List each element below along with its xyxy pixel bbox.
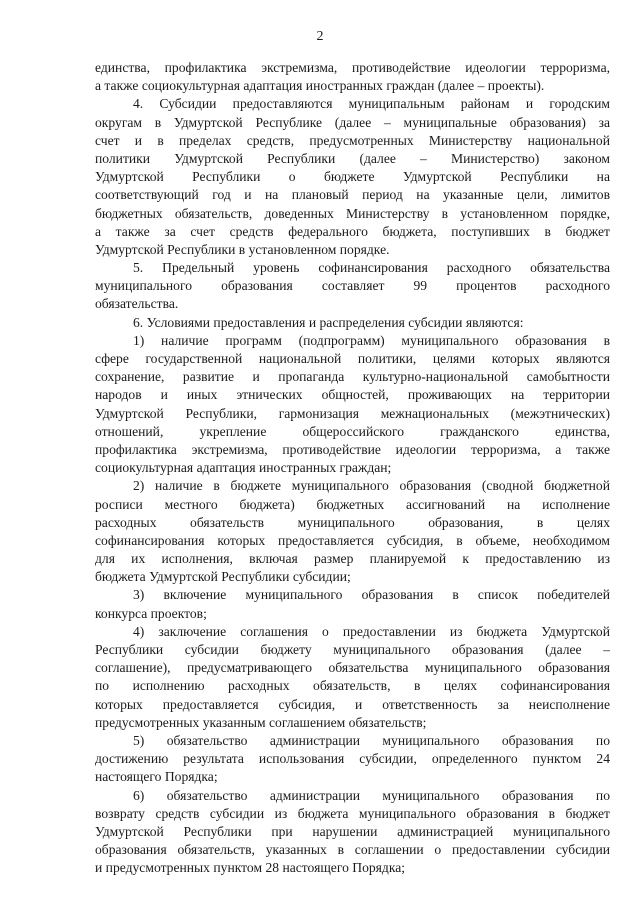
text-line: Удмуртской Республики при нарушении администрацией муниципального [95, 823, 610, 839]
text-line: народов и иных этнических общностей, проживающих на территории [95, 387, 610, 403]
text-line: Удмуртской Республики, гармонизация межнациональных (межэтнических) [95, 405, 610, 421]
text-line: софинансирования которых предоставляется субсидия, в объеме, необходимом [95, 532, 610, 548]
paragraph [95, 732, 610, 787]
text-line: социокультурная адаптация иностранных граждан; [95, 460, 392, 476]
paragraph [95, 314, 610, 332]
text-line: для их исполнения, включая размер планируемой к предоставлению из [95, 551, 610, 567]
text-line: политики Удмуртской Республики (далее – Министерство) законом [95, 150, 610, 166]
paragraph [95, 787, 610, 878]
text-line: 4) заключение соглашения о предоставлении из бюджета Удмуртской [133, 623, 610, 639]
text-line: а также социокультурная адаптация иностранных граждан (далее – проекты). [95, 78, 545, 94]
text-line: 4. Субсидии предоставляются муниципальным районам и городским [133, 96, 610, 112]
text-line: 5. Предельный уровень софинансирования расходного обязательства [133, 260, 610, 276]
paragraph [95, 259, 610, 314]
text-line: образования обязательств, указанных в соглашении о предоставлении субсидии [95, 842, 610, 858]
text-line: росписи местного бюджета) бюджетных ассигнований на исполнение [95, 496, 610, 512]
text-line: сохранение, развитие и пропаганда культурно-национальной самобытности [95, 369, 610, 385]
paragraph [95, 586, 610, 622]
text-line: 2) наличие в бюджете муниципального образования (сводной бюджетной [133, 478, 610, 494]
text-line: Удмуртской Республики о бюджете Удмуртской Республики на [95, 169, 610, 185]
text-line: профилактика экстремизма, противодействие идеологии терроризма, а также [95, 441, 610, 457]
text-line: настоящего Порядка; [95, 769, 218, 785]
text-line: 6) обязательство администрации муниципального образования по [133, 787, 610, 803]
text-line: 6. Условиями предоставления и распределения субсидии являются: [133, 314, 524, 330]
paragraph [95, 95, 610, 259]
text-line: отношений, укрепление общероссийского гражданского единства, [95, 423, 610, 439]
paragraph [95, 59, 610, 95]
text-line: муниципального образования составляет 99 процентов расходного [95, 278, 610, 294]
text-line: 1) наличие программ (подпрограмм) муниципального образования в [133, 332, 610, 348]
paragraph [95, 623, 610, 732]
text-line: расходных обязательств муниципального образования, в целях [95, 514, 610, 530]
text-line: и предусмотренных пунктом 28 настоящего Порядка; [95, 860, 406, 876]
text-line: единства, профилактика экстремизма, противодействие идеологии терроризма, [95, 60, 610, 75]
page-number: 2 [316, 29, 324, 44]
text-line: округам в Удмуртской Республике (далее – муниципальные образования) за [95, 114, 610, 130]
text-line: Удмуртской Республики в установленном порядке. [95, 241, 390, 257]
text-line: Республики субсидии бюджету муниципального образования (далее – [95, 642, 610, 657]
text-line: а также за счет средств федерального бюджета, поступивших в бюджет [95, 223, 610, 239]
text-line: 3) включение муниципального образования в список победителей [133, 587, 610, 603]
text-line: соглашение), предусматривающего обязательства муниципального образования [95, 660, 610, 676]
paragraph [95, 332, 610, 478]
text-line: обязательства. [95, 296, 179, 312]
paragraph [95, 477, 610, 586]
text-line: соответствующий год и на плановый период на указанные цели, лимитов [95, 187, 610, 203]
text-line: бюджетных обязательств, доведенных Министерству в установленном порядке, [95, 205, 610, 221]
text-line: конкурса проектов; [95, 605, 207, 621]
text-line: которых предоставляется субсидия, и ответственность за неисполнение [95, 696, 610, 712]
text-line: возврату средств субсидии из бюджета муниципального образования в бюджет [95, 805, 610, 821]
text-line: 5) обязательство администрации муниципального образования по [133, 732, 610, 748]
text-line: предусмотренных указанным соглашением обязательств; [95, 714, 427, 730]
text-line: счет и в пределах средств, предусмотренных Министерству национальной [95, 132, 610, 148]
text-line: бюджета Удмуртской Республики субсидии; [95, 569, 351, 585]
text-line: сфере государственной национальной политики, целями которых являются [95, 351, 610, 366]
text-line: достижению результата использования субсидии, определенного пунктом 24 [95, 751, 610, 767]
document-body [95, 59, 610, 877]
text-line: по исполнению расходных обязательств, в целях софинансирования [95, 678, 610, 694]
